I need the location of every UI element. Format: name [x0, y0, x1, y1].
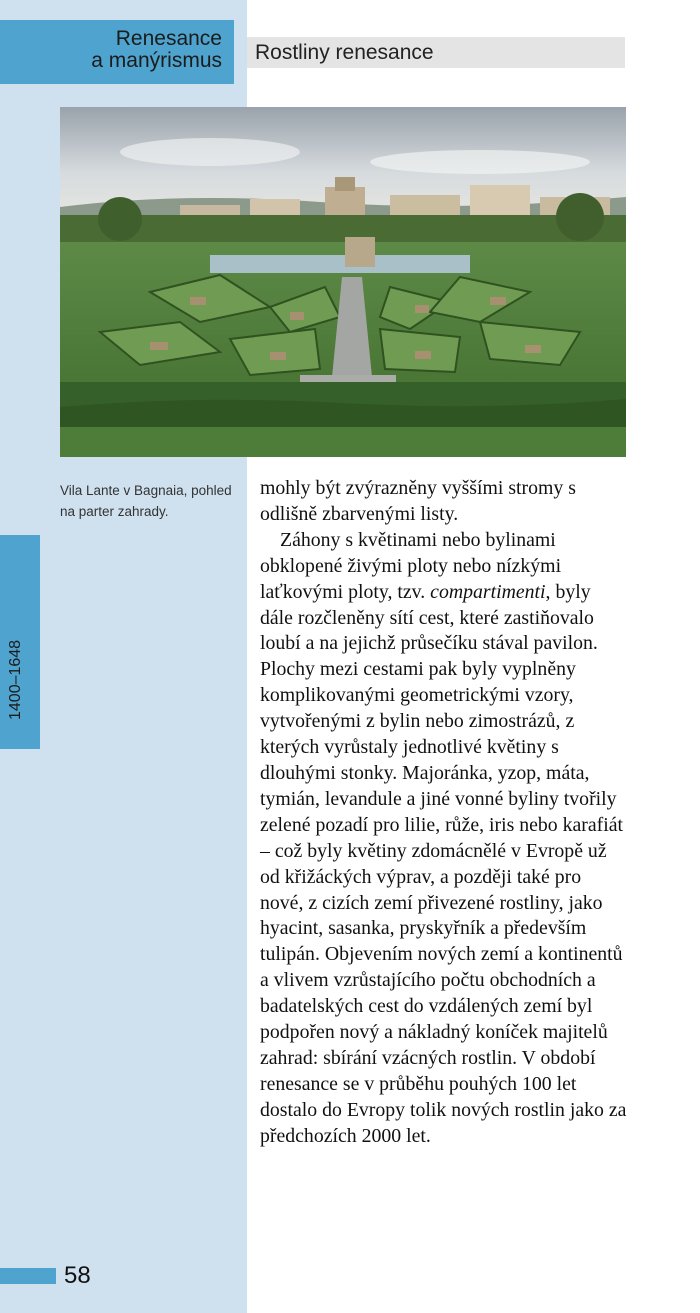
- paragraph-text: , byly dále rozčleněny sítí cest, které zastiňovalo loubí a na jejichž průsečíku stával pavilon. Plochy mezi cestami pak byly vyplněny komplikovanými geometrickými vzory, vytvořenými z bylin nebo zimostrázů, z kterých vyrůstaly jednotlivé květiny s dlouhými stonky. Majoránka, yzop, máta, tymián, levandule a jiné vonné byliny tvořily zelené pozadí pro lilie, růže, iris nebo karafiát – což byly květiny zdomácnělé v Evropě už od křižáckých výprav, a později také pro nové, z cizích zemí přivezené rostliny, jako hyacint, sasanka, pryskyřník a především tulipán. Objevením nových zemí a kontinentů a vlivem vzrůstajícího počtu obchodních a badatelských cest do vzdálených zemí byl podpořen nový a nákladný koníček majitelů zahrad: sbírání vzácných rostlin. V období renesance se v průběhu pouhých 100 let dostalo do Evropy tolik nových rostlin jako za předchozích 2000 let.: [260, 580, 627, 1147]
- section-title: Rostliny renesance: [255, 41, 434, 64]
- chapter-title-line2: a manýrismus: [91, 49, 222, 72]
- date-tab: [0, 535, 40, 749]
- page-number-bar: [0, 1268, 56, 1284]
- paragraph: mohly být zvýrazněny vyššími stromy s odlišně zbarvenými listy.: [260, 477, 576, 525]
- paragraph: [260, 528, 628, 1150]
- chapter-title: [91, 28, 222, 72]
- date-range: 1400–1648: [7, 639, 24, 720]
- section-bar: [247, 37, 625, 68]
- photo-caption: Vila Lante v Bagnaia, pohled na parter zahrady.: [60, 483, 232, 519]
- body-text: [260, 476, 628, 1150]
- page-number: 58: [64, 1262, 91, 1289]
- paragraph-text: Záhony s květinami nebo bylinami obklopené živými ploty nebo nízkými laťkovými ploty, tzv.: [260, 528, 562, 603]
- garden-photo: [60, 107, 626, 457]
- chapter-title-line1: Renesance: [115, 27, 222, 50]
- chapter-tab: [0, 20, 234, 84]
- italic-term: compartimenti: [430, 580, 546, 603]
